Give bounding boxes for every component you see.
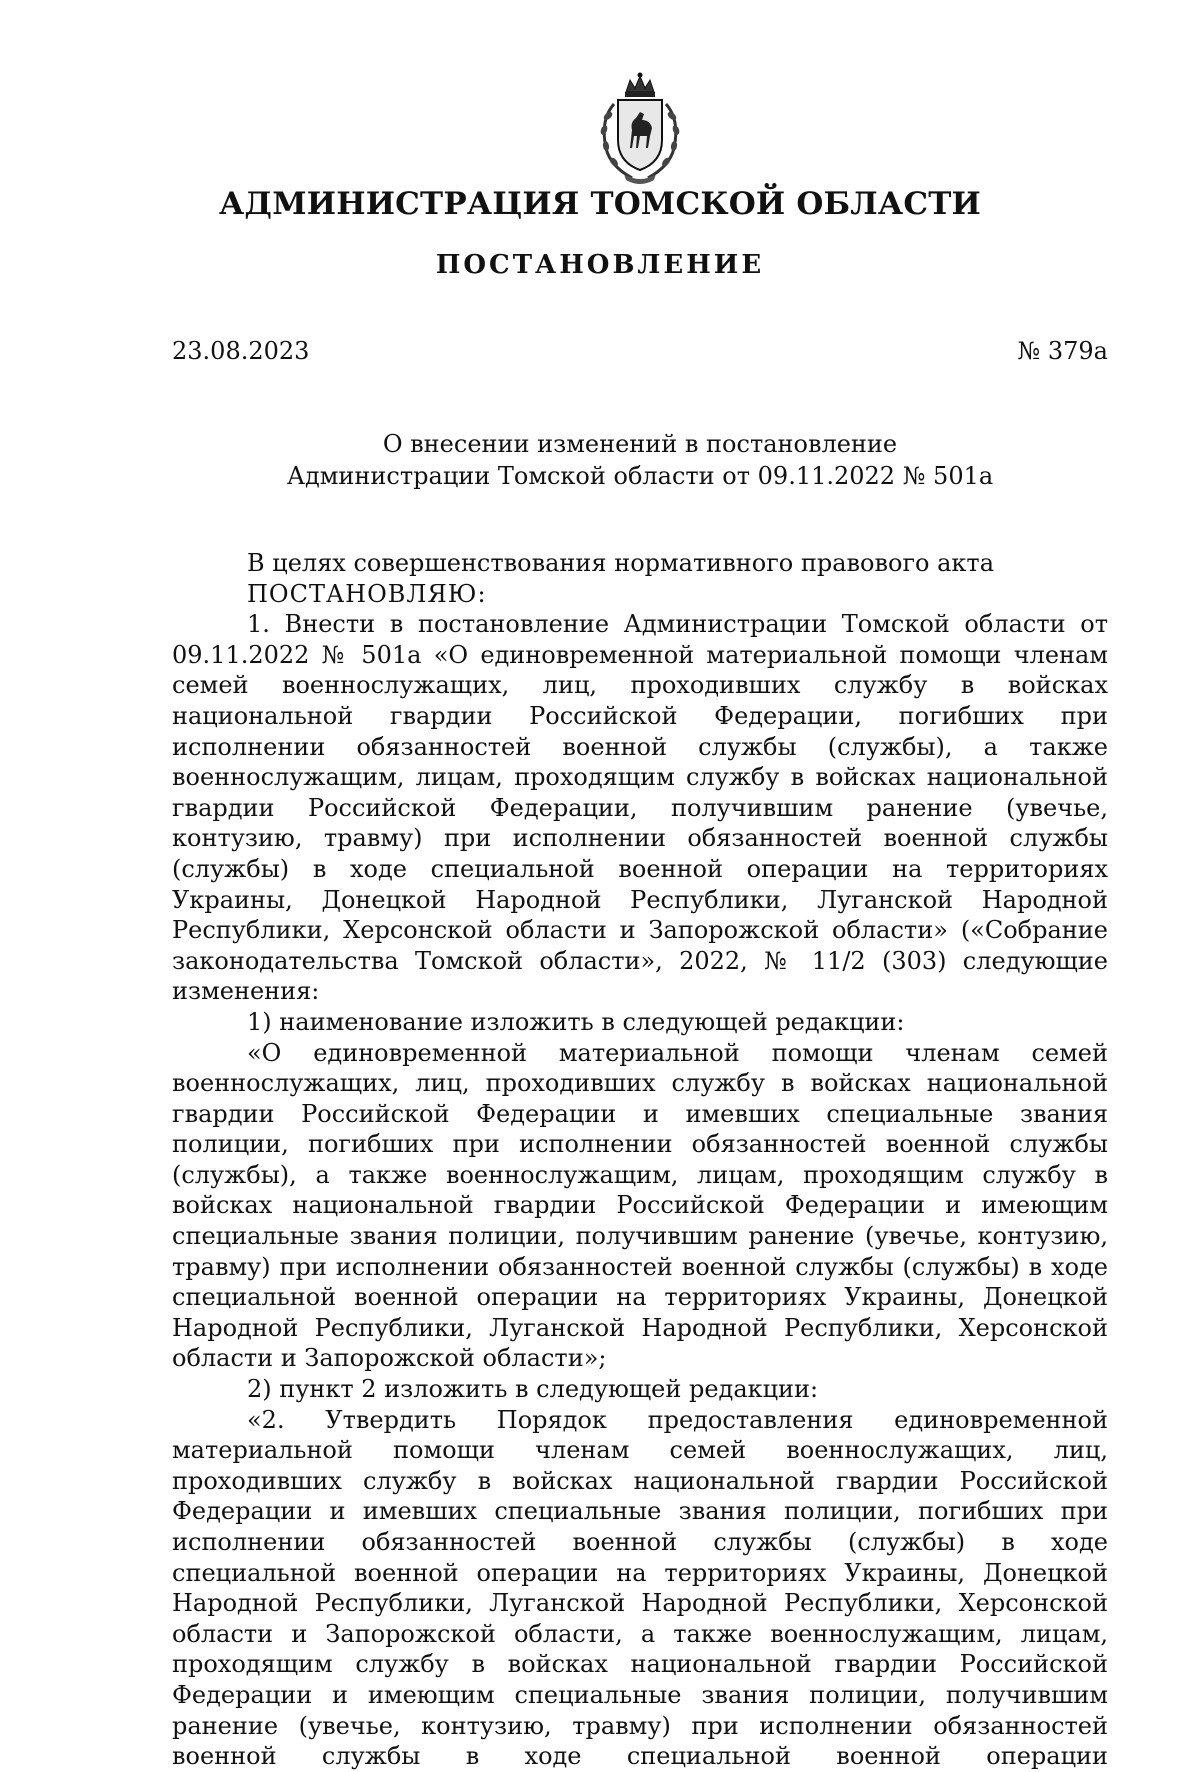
subject-line-2: Администрации Томской области от 09.11.2022 № 501а bbox=[286, 462, 994, 490]
document-subject bbox=[172, 428, 1108, 492]
document-type: ПОСТАНОВЛЕНИЕ bbox=[435, 250, 765, 280]
document-date: 23.08.2023 bbox=[172, 337, 310, 365]
paragraph-2: 1) наименование изложить в следующей редакции: bbox=[247, 1007, 905, 1036]
intro-paragraph: В целях совершенствования нормативного правового акта bbox=[247, 549, 994, 577]
organization-title: АДМИНИСТРАЦИЯ ТОМСКОЙ ОБЛАСТИ bbox=[218, 186, 981, 222]
document-body bbox=[172, 548, 1108, 1772]
paragraph-4: 2) пункт 2 изложить в следующей редакции: bbox=[247, 1375, 819, 1404]
document-number: № 379а bbox=[1017, 337, 1108, 365]
coat-of-arms-icon bbox=[580, 70, 700, 190]
resolve-heading: ПОСТАНОВЛЯЮ: bbox=[247, 579, 487, 608]
paragraph-1: 1. Внести в постановление Администрации Томской области от 09.11.2022 № 501а «О единовременной материальной помощи членам семей военнослужащих, лиц, проходивших службу в войсках национальной гвардии Российской Федерации, погибших при исполнении обязанностей военной службы (службы), а также военнослужащим, лицам, проходящим службу в войсках национальной гвардии Российской Федерации, получившим ранение (увечье, контузию, травму) при исполнении обязанностей военной службы (службы) в ходе специальной военной операции на территориях Украины, Донецкой Народной Республики, Луганской Народной Республики, Херсонской области и Запорожской области» («Собрание законодательства Томской области», 2022, № 11/2 (303) следующие изменения: bbox=[172, 610, 1108, 1006]
paragraph-3: «О единовременной материальной помощи членам семей военнослужащих, лиц, проходивших службу в войсках национальной гвардии Российской Федерации и имевших специальные звания полиции, погибших при исполнении обязанностей военной службы (службы), а также военнослужащим, лицам, проходящим службу в войсках национальной гвардии Российской Федерации и имеющим специальные звания полиции, получившим ранение (увечье, контузию, травму) при исполнении обязанностей военной службы (службы) в ходе специальной военной операции на территориях Украины, Донецкой Народной Республики, Луганской Народной Республики, Херсонской области и Запорожской области»; bbox=[172, 1038, 1108, 1373]
subject-line-1: О внесении изменений в постановление bbox=[382, 430, 898, 458]
paragraph-5: «2. Утвердить Порядок предоставления единовременной материальной помощи членам семей военнослужащих, лиц, проходивших службу в войсках национальной гвардии Российской Федерации и имевших специальные звания полиции, погибших при исполнении обязанностей военной службы (службы) в ходе специальной военной операции на территориях Украины, Донецкой Народной Республики, Луганской Народной Республики, Херсонской области и Запорожской области, а также военнослужащим, лицам, проходящим службу в войсках национальной гвардии Российской Федерации и имеющим специальные звания полиции, получившим ранение (увечье, контузию, травму) при исполнении обязанностей военной службы в ходе специальной военной операции bbox=[172, 1405, 1108, 1771]
